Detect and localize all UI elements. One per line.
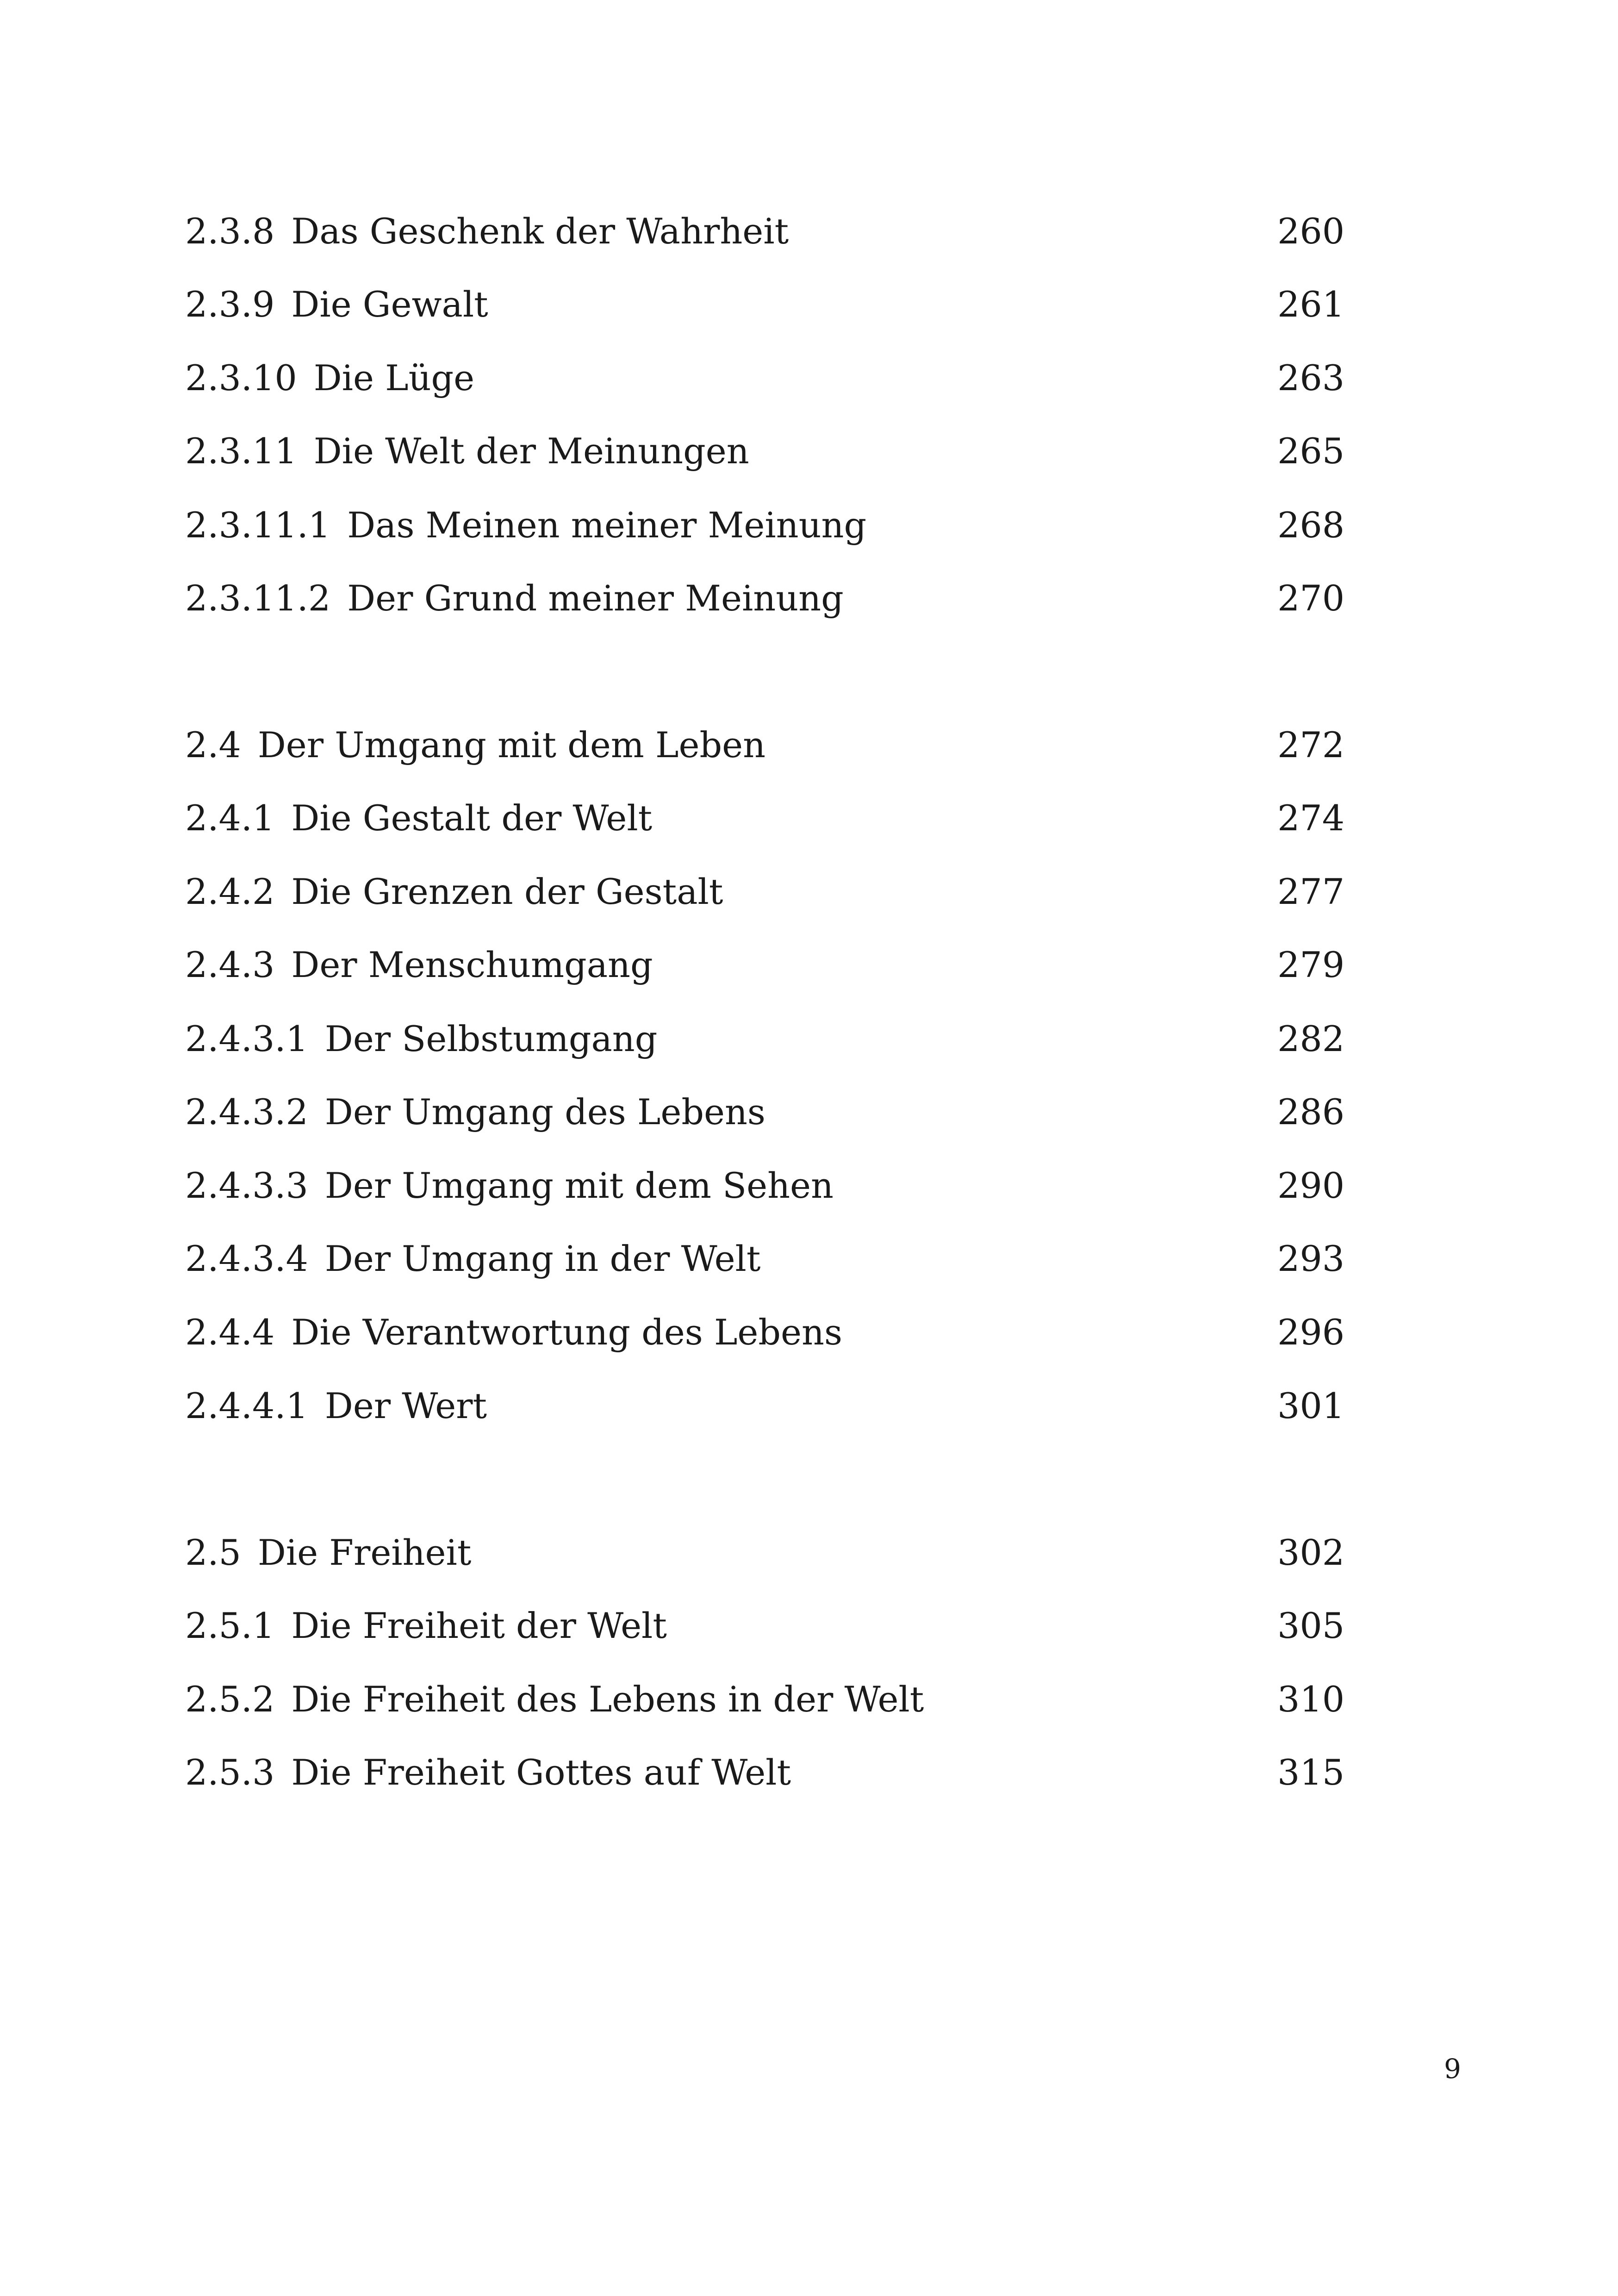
toc-entry-title: Der Umgang mit dem Sehen <box>324 1165 834 1206</box>
toc-entry-page: 290 <box>1277 1165 1345 1206</box>
toc-entry-number: 2.3.11 <box>185 430 297 472</box>
toc-entry-title: Das Geschenk der Wahrheit <box>291 211 789 252</box>
toc-entry-page: 301 <box>1277 1385 1345 1426</box>
toc-entry-title: Der Umgang des Lebens <box>324 1091 765 1132</box>
toc-entry-number: 2.4.3.1 <box>185 1018 308 1059</box>
toc-entry-page: 293 <box>1277 1238 1345 1279</box>
toc-entry-number: 2.3.11.2 <box>185 578 331 619</box>
toc-entry-title: Der Umgang in der Welt <box>324 1238 761 1279</box>
toc-entry <box>185 930 1345 1000</box>
toc-entry <box>185 1298 1345 1367</box>
toc-entry <box>185 710 1345 780</box>
toc-entry-title: Die Freiheit Gottes auf Welt <box>291 1752 791 1793</box>
toc-entry-page: 265 <box>1277 430 1345 472</box>
toc-entry-page: 261 <box>1277 284 1345 325</box>
toc-entry-page: 302 <box>1277 1532 1345 1573</box>
toc-entry-page: 268 <box>1277 504 1345 546</box>
toc-entry-title: Die Lüge <box>313 357 475 398</box>
toc-entry-page: 279 <box>1277 944 1345 985</box>
toc-entry <box>185 1077 1345 1147</box>
toc-entry-page: 286 <box>1277 1091 1345 1132</box>
toc-entry-number: 2.4.1 <box>185 797 275 839</box>
toc-entry <box>185 1518 1345 1587</box>
toc-entry-number: 2.4 <box>185 724 241 765</box>
toc-entry-number: 2.5.1 <box>185 1605 275 1646</box>
toc-entry <box>185 1591 1345 1661</box>
toc-entry <box>185 197 1345 266</box>
toc-entry-page: 310 <box>1277 1679 1345 1720</box>
toc-entry-title: Die Freiheit der Welt <box>291 1605 667 1646</box>
toc-entry-number: 2.5 <box>185 1532 241 1573</box>
toc-entry <box>185 784 1345 853</box>
toc-entry-page: 282 <box>1277 1018 1345 1059</box>
toc-entry <box>185 1224 1345 1294</box>
toc-entry-title: Die Freiheit <box>257 1532 472 1573</box>
toc-entry <box>185 1151 1345 1220</box>
toc-entry-page: 274 <box>1277 797 1345 839</box>
toc-entry-number: 2.4.4.1 <box>185 1385 308 1426</box>
toc-entry <box>185 1738 1345 1807</box>
toc-entry-number: 2.4.4 <box>185 1312 275 1353</box>
toc-entry-title: Der Grund meiner Meinung <box>347 578 844 619</box>
toc-entry-number: 2.3.9 <box>185 284 275 325</box>
toc-entry-page: 277 <box>1277 871 1345 912</box>
toc-entry-page: 272 <box>1277 724 1345 765</box>
page-number: 9 <box>1444 2053 1461 2084</box>
toc-entry-page: 270 <box>1277 578 1345 619</box>
toc-entry-title: Der Umgang mit dem Leben <box>257 724 766 765</box>
toc-entry-number: 2.5.3 <box>185 1752 275 1793</box>
toc-entry-page: 305 <box>1277 1605 1345 1646</box>
toc-entry <box>185 857 1345 927</box>
toc-entry-title: Das Meinen meiner Meinung <box>347 504 867 546</box>
toc-entry-page: 315 <box>1277 1752 1345 1793</box>
toc-entry-page: 296 <box>1277 1312 1345 1353</box>
toc-entry-number: 2.3.8 <box>185 211 275 252</box>
toc-entry <box>185 343 1345 413</box>
toc-entry <box>185 1665 1345 1734</box>
toc-entry-title: Der Selbstumgang <box>324 1018 658 1059</box>
toc-entry-number: 2.4.3.3 <box>185 1165 308 1206</box>
toc-entry-number: 2.4.3.2 <box>185 1091 308 1132</box>
toc-entry <box>185 1004 1345 1074</box>
toc-entry-number: 2.4.2 <box>185 871 275 912</box>
toc-entry <box>185 1371 1345 1441</box>
toc-entry-number: 2.3.10 <box>185 357 297 398</box>
toc-entry-title: Die Freiheit des Lebens in der Welt <box>291 1679 924 1720</box>
toc-entry <box>185 270 1345 339</box>
toc-entry-number: 2.4.3 <box>185 944 275 985</box>
toc-entry-title: Die Verantwortung des Lebens <box>291 1312 842 1353</box>
toc-entry-title: Der Wert <box>324 1385 487 1426</box>
toc-entry <box>185 564 1345 633</box>
toc-entry-title: Die Gewalt <box>291 284 488 325</box>
toc-entry-page: 260 <box>1277 211 1345 252</box>
toc-entry-title: Die Gestalt der Welt <box>291 797 653 839</box>
toc-entry-number: 2.3.11.1 <box>185 504 331 546</box>
toc-entry-page: 263 <box>1277 357 1345 398</box>
toc-entry-title: Der Menschumgang <box>291 944 653 985</box>
toc-entry-number: 2.4.3.4 <box>185 1238 308 1279</box>
toc-entry <box>185 491 1345 560</box>
toc-entry <box>185 417 1345 486</box>
toc-entry-number: 2.5.2 <box>185 1679 275 1720</box>
toc-entry-title: Die Grenzen der Gestalt <box>291 871 723 912</box>
toc-entry-title: Die Welt der Meinungen <box>313 430 749 472</box>
